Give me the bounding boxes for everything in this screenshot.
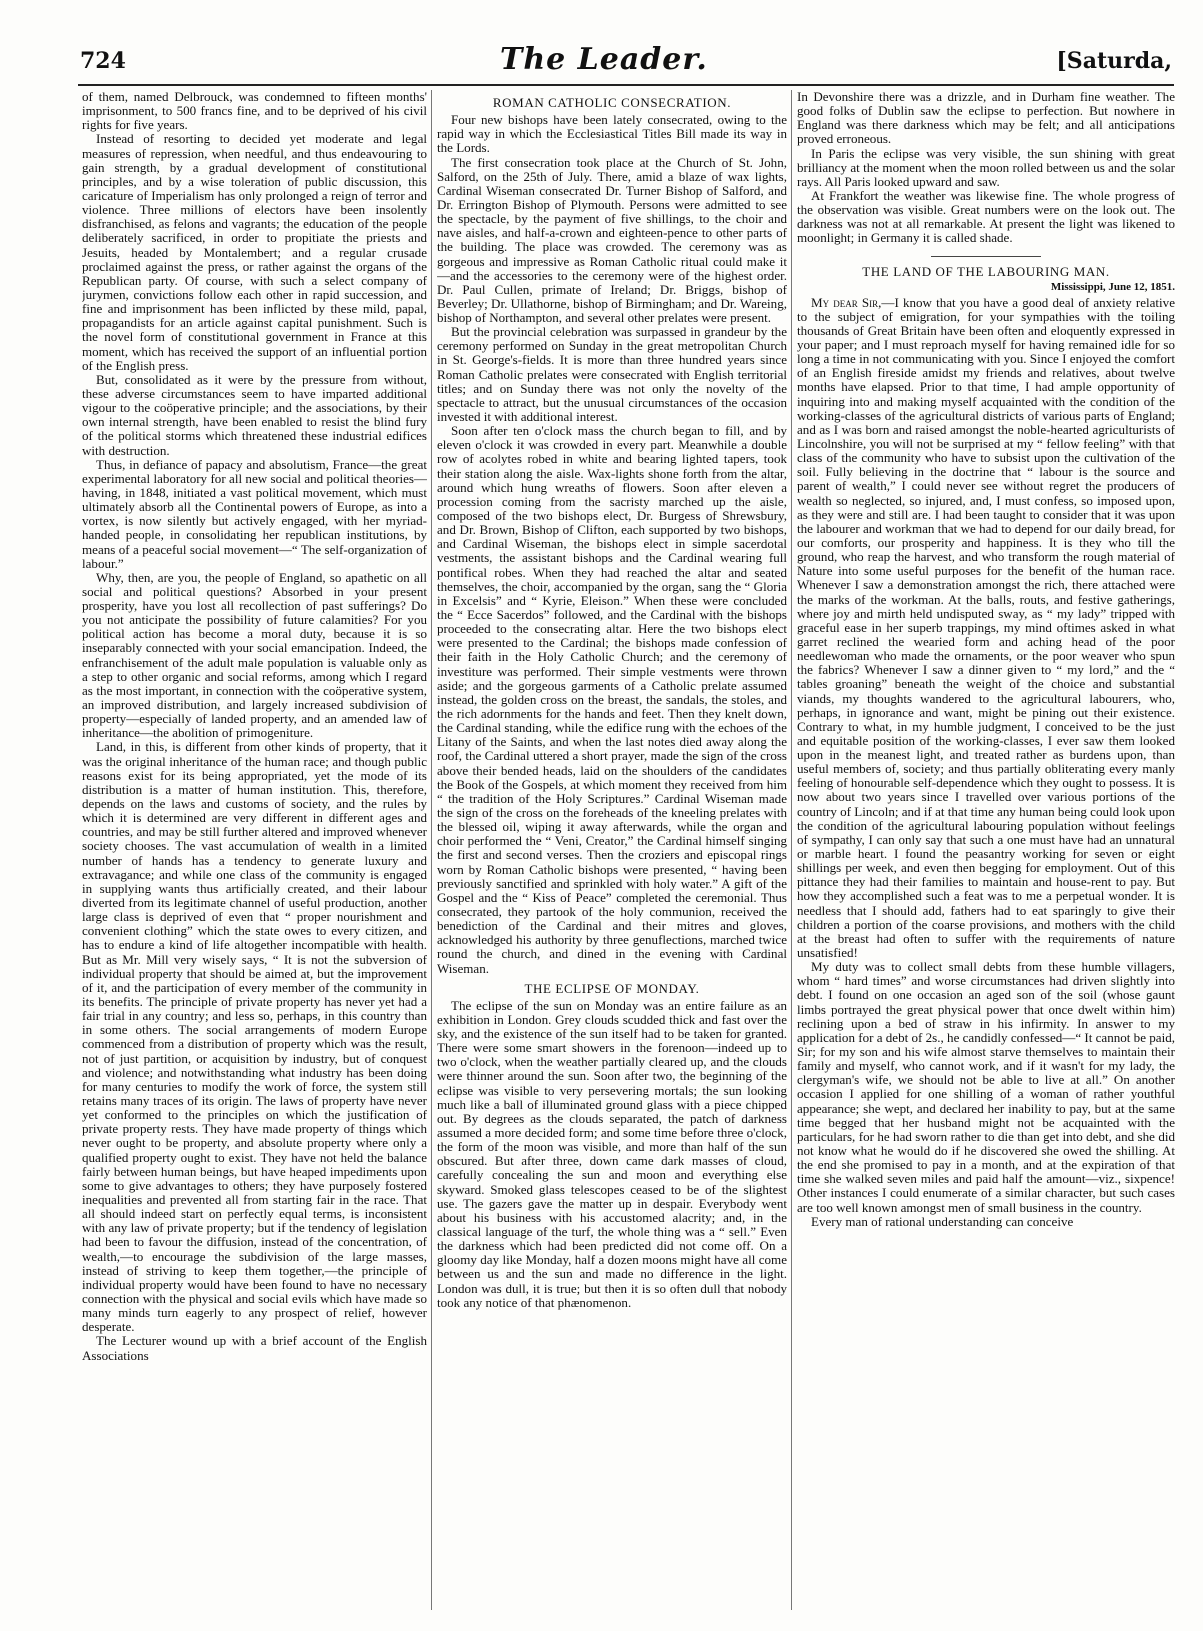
running-head: [Saturda, — [1056, 48, 1172, 74]
column-3 — [797, 90, 1175, 1600]
paragraph: Instead of resorting to decided yet moderate and legal measures of repression, when needful, and thus endeavouring to gain strength, by a gradual development of constitutional principles, and by a wise toleration of public discussion, this caricature of Imperialism has only prolonged a reign of terror and violence. Three millions of electors have been insolently disfranchised, as felons and vagrants; the education of the people deliberately sacrificed, in order to propitiate the priests and Jesuits, headed by Montalembert; and a regular crusade proclaimed against the press, or rather against the organs of the Republican party. Of course, with such a select company of jurymen, convictions follow each other in rapid succession, and fine and imprisonment has been inflicted by these mild, papal, propagandists for an article against capital punishment. Such is the novel form of constitutional government in France at this moment, which has received the support of an influential portion of the English press. — [82, 131, 427, 373]
paragraph: The eclipse of the sun on Monday was an entire failure as an exhibition in London. Grey clouds scudded thick and fast over the sky, and the existence of the sun itself had to be taken for granted. There were some smart showers in the forenoon—indeed up to two o'clock, when the weather partially cleared up, and the clouds were thinner around the sun. Soon after two, the beginning of the eclipse was visible to very persevering mortals; the sun looking much like a ball of illuminated ground glass with a piece chipped out. By degrees as the clouds separated, the patch of darkness assumed a more decided form; and some time before three o'clock, the form of the moon was visible, and more than half of the sun obscured. But after three, down came dark masses of cloud, carefully concealing the sun and moon and everything else skyward. Smoked glass telescopes ceased to be of the slightest use. The gazers gave the matter up in despair. Everybody went about his business with his accustomed alacrity; and, in the classical language of the turf, the whole thing was a “ sell.” Even the darkness which had been predicted did not come off. On a gloomy day like Monday, half a dozen moons might have all come between us and the sun and made no difference in the light. London was dull, it is true; but then it is so often dull that nobody took any notice of that phænomenon. — [437, 997, 787, 1310]
column-divider — [431, 90, 432, 1610]
article-heading: THE LAND OF THE LABOURING MAN. — [862, 263, 1110, 279]
article-heading: ROMAN CATHOLIC CONSECRATION. — [492, 95, 732, 110]
column-divider — [791, 90, 792, 1610]
paragraph: Land, in this, is different from other kinds of property, that it was the original inheritance of the human race; and though public reasons exist for its being appropriated, yet the mode of its distribution is a matter of human institution. This, therefore, depends on the laws and customs of society, and the rules by which it is determined are very different in different ages and countries, and may be still further altered and improved whenever society chooses. The vast accumulation of wealth in a limited number of hands has a tendency to generate luxury and extravagance; and while one class of the community is engaged in supplying wants thus artificially created, and their labour diverted from its legitimate channel of useful production, another large class is deprived of even that “ proper nourishment and convenient clothing” which the state owes to every citizen, and has to endure a kind of life altogether incompatible with health. But as Mr. Mill very wisely says, “ It is not the subversion of individual property that should be aimed at, but the improvement of it, and the participation of every member of the community in its benefits. The principle of private property has never yet had a fair trial in any country; and less so, perhaps, in this country than in some others. The social arrangements of modern Europe commenced from a distribution of property which was the result, not of just partition, or acquisition by industry, but of conquest and violence; and notwithstanding what industry has been doing for many centuries to modify the work of force, the system still retains many traces of its origin. The laws of property have never yet conformed to the principles on which the justification of private property rests. They have made property of things which never ought to be property, and absolute property where only a qualified property ought to exist. They have not held the balance fairly between human beings, but have heaped impediments upon some to give advantages to others; they have purposely fostered inequalities and prevented all from starting fair in the race. That all should indeed start on perfectly equal terms, is inconsistent with any law of private property; but if the tendency of legislation had been to favour the diffusion, instead of the concentration, of wealth,—to encourage the subdivision of the large masses, instead of striving to keep them together,—the principle of individual property would have been found to have no necessary connection with the physical and social evils which have made so many minds turn eagerly to any prospect of relief, however desperate. — [82, 739, 427, 1335]
paragraph: But the provincial celebration was surpassed in grandeur by the ceremony performed on Sunday in the great metropolitan Church in St. George's-fields. It is more than three hundred years since Roman Catholic prelates were consecrated with English territorial titles; and on Sunday there was not only the novelty of the spectacle to attract, but the unusual circumstances of the occasion invested it with additional interest. — [437, 324, 787, 425]
masthead-title: The Leader. — [500, 42, 708, 77]
paragraph-text: —I know that you have a good deal of anxiety relative to the subject of emigration, for your sympathies with the toiling thousands of Great Britain have been often and eloquently expressed in your paper; and I must reproach myself for having remained idle for so long a time in not communicating with you. Since I enjoyed the comfort of an English fireside amidst my friends and relatives, about twelve months have elapsed. Prior to that time, I had ample opportunity of inquiring into and making myself acquainted with the condition of the working-classes of the agricultural districts of various parts of England; and as I was born and raised amongst the noble-hearted agriculturists of Lincolnshire, you will not be surprised at my “ fellow feeling” with that class of the community who have to subsist upon the cultivation of the soil. Fully believing in the doctrine that “ labour is the source and parent of wealth,” I could never see without regret the producers of wealth so neglected, so injured, and, I must confess, so imposed upon, as they were and still are. I had been taught to consider that it was upon the labourer and workman that we had to depend for our daily bread, for our comforts, our prosperity and happiness. It is they who till the ground, who reap the harvest, and who transform the rough material of Nature into some useful purposes for the benefit of the human race. Whenever I saw a demonstration amongst the rich, there attached were the marks of the workman. At the balls, routs, and festive gatherings, where joy and mirth held undisputed sway, as “ my lady” tripped with graceful ease in her superb trappings, my mind oftimes asked in what garret reclined the wearied form and aching head of the poor needlewoman who made the ornaments, or the poor weaver who spun the fabrics? Whenever I saw a dinner given to “ my lord,” and the “ tables groaning” beneath the weight of the choice and substantial viands, my thoughts wandered to the agricultural labourers, who, perhaps, in ignorance and want, might be pining out their existence. Contrary to what, in my humble judgment, I conceived to be the just and equitable position of the working-classes, I ever saw them looked upon in the meanest light, and treated rather as burdens upon, than useful members of, society; and thus partially obliterating every manly feeling of honourable self-dependence which they ought to possess. It is now about two years since I travelled over various portions of the country of Lincoln; and if at that time any human being could look upon the condition of the agricultural labouring population without feelings of sympathy, I can only say that such a one must have had an unnatural or marble heart. I found the peasantry working for seven or eight shillings per week, and even then begging for employment. Out of this pittance they had their families to maintain and house-rent to pay. But how they accomplished such a feat was to me a perpetual wonder. It is needless that I should add, fathers had to eat sparingly to give their children a portion of the coarse provisions, and mothers with the child at the breast had often to suffer with the requirements of nature unsatisfied! — [797, 294, 1175, 961]
letter-opening — [797, 296, 1175, 961]
paragraph: The first consecration took place at the Church of St. John, Salford, on the 25th of July. There, amid a blaze of wax lights, Cardinal Wiseman consecrated Dr. Turner Bishop of Salford, and Dr. Errington Bishop of Plymouth. Persons were admitted to see the spectacle, by the payment of five shillings, to the choir and nave aisles, and half-a-crown and eighteen-pence to other parts of the building. The place was crowded. The ceremony was as gorgeous and impressive as Roman Catholic ritual could make it—and the accessories to the ceremony were of the highest order. Dr. Paul Cullen, primate of Ireland; Dr. Briggs, bishop of Beverley; Dr. Ullathorne, bishop of Birmingham; and Dr. Wareing, bishop of Northampton, and several other prelates were present. — [437, 154, 787, 326]
page-header — [80, 42, 1180, 84]
paragraph: Every man of rational understanding can conceive — [811, 1213, 1074, 1229]
paragraph: But, consolidated as it were by the pressure from without, these adverse circumstances seem to have imparted additional vigour to the coöperative principle; and the associations, by their own internal strength, have been enabled to resist the blind fury of the political storms which threatened these industrial edifices with destruction. — [82, 371, 427, 458]
paragraph: In Devonshire there was a drizzle, and in Durham fine weather. The good folks of Dublin saw the eclipse to perfection. But nowhere in England was there darkness which may be felt; and all anticipations proved erroneous. — [797, 90, 1175, 147]
paragraph: My duty was to collect small debts from these humble villagers, whom “ hard times” and worse circumstances had driven slightly into debt. I found on one occasion an aged son of the soil (whose gaunt limbs portrayed the great physical power that once dwelt within him) reclining upon a bed of straw in his infirmity. In answer to my application for a debt of 2s., he candidly confessed—“ It cannot be paid, Sir; for my son and his wife almost starve themselves to maintain their family and myself, who cannot work, and if it wasn't for my lady, the clergyman's wife, we should not be able to live at all.” On another occasion I applied for one shilling of a woman of rather youthful appearance; she wept, and declared her inability to pay, but at the same time begged that her husband might not be acquainted with the particulars, for he had sworn rather to die than get into debt, and she did not know what he would do if he discovered she owed the shilling. At the end she promised to pay in a month, and at the expiration of that time she walked seven miles and paid half the amount—viz., sixpence! Other instances I could enumerate of a similar character, but such cases are too well known amongst men of small business in the country. — [797, 959, 1175, 1215]
paragraph: Four new bishops have been lately consecrated, owing to the rapid way in which the Ecclesiastical Titles Bill made its way in the Lords. — [437, 112, 787, 156]
column-1 — [82, 90, 427, 1600]
paragraph: The Lecturer wound up with a brief account of the English Associations — [82, 1333, 427, 1363]
paragraph: At Frankfort the weather was likewise fine. The whole progress of the observation was visible. Great numbers were on the look out. The darkness was not at all remarkable. At present the light was likened to moonlight; in Germany it is called shade. — [797, 187, 1175, 246]
paragraph: In Paris the eclipse was very visible, the sun shining with great brilliancy at the moment when the moon rolled between us and the solar rays. All Paris looked upward and saw. — [797, 145, 1175, 189]
paragraph: Why, then, are you, the people of England, so apathetic on all social and political questions? Absorbed in your present prosperity, have you lost all recollection of past sufferings? Do you not anticipate the possibility of future calamities? For you political action has become a moral duty, because it is so inseparably connected with your social emancipation. Indeed, the enfranchisement of the adult male population is valuable only as a step to other organic and social reforms, among which I regard as the most important, in connection with the coöperative system, an improved distribution, and largely increased subdivision of property—especially of landed property, and an amended law of inheritance—the abolition of primogeniture. — [82, 569, 427, 741]
paragraph: of them, named Delbrouck, was condemned to fifteen months' imprisonment, to 500 francs fine, and to be deprived of his civil rights for five years. — [82, 90, 427, 133]
dateline: Mississippi, June 12, 1851. — [1050, 280, 1175, 293]
salutation: My dear Sir, — [811, 294, 882, 310]
column-2 — [437, 90, 787, 1600]
page-number: 724 — [80, 48, 126, 74]
article-heading: THE ECLIPSE OF MONDAY. — [524, 980, 700, 996]
section-rule — [931, 256, 1041, 257]
paragraph: Thus, in defiance of papacy and absolutism, France—the great experimental laboratory for all new social and political theories—having, in 1848, initiated a vast political movement, which must ultimately absorb all the Continental powers of Europe, as into a vortex, is now silently but actively engaged, with her myriad-handed people, in consolidating her republican institutions, by means of a peaceful social movement—“ The self-organization of labour.” — [82, 456, 427, 571]
header-rule — [78, 84, 1174, 86]
paragraph: Soon after ten o'clock mass the church began to fill, and by eleven o'clock it was crowded in every part. Meanwhile a double row of acolytes robed in white and bearing lighted tapers, took their station along the aisle. Wax-lights shone forth from the altar, around which hung wreaths of flowers. Soon after eleven a procession coming from the sacristy marched up the aisle, composed of the two bishops elect, Dr. Burgess of Shrewsbury, and Dr. Brown, Bishop of Clifton, each supported by two bishops, and Cardinal Wiseman, the bishops elect in simple sacerdotal vestments, the assistant bishops and the Cardinal wearing full pontifical robes. When they had reached the altar and seated themselves, the choir, accompanied by the organ, sang the “ Gloria in Excelsis” and “ Kyrie, Eleison.” When these were concluded the “ Ecce Sacerdos” followed, and the Cardinal with the bishops proceeded to the consecrating altar. Here the two bishops elect were presented to the Cardinal; the bishops made confession of their faith in the Holy Catholic Church; and the ceremony of investiture was performed. Their simple vestments were thrown aside; and the gorgeous garments of a Catholic prelate assumed instead, the golden cross on the breast, the sandals, the stoles, and the rich adornments for the hands and feet. Then they knelt down, the Cardinal standing, while the edifice rung with the echoes of the Litany of the Saints, and when the last notes died away along the roof, the Cardinal uttered a short prayer, made the sign of the cross above their bended heads, laid on the shoulders of the candidates the Book of the Gospels, at which moment they received from him “ the tradition of the Holy Scriptures.” Cardinal Wiseman made the sign of the cross on the foreheads of the kneeling prelates with the blessed oil, wiping it away afterwards, while the organ and choir performed the “ Veni, Creator,” the Cardinal himself singing the first and second verses. Then the croziers and episcopal rings worn by Roman Catholic bishops were presented, “ having been previously sanctified and sprinkled with holy water.” A gift of the Gospel and the “ Kiss of Peace” completed the ceremonial. Thus consecrated, they partook of the holy communion, received the benediction of the Cardinal and their mitres and gloves, acknowledged his authority by three genuflections, marched twice round the church, and dined in the evening with Cardinal Wiseman. — [437, 423, 787, 976]
